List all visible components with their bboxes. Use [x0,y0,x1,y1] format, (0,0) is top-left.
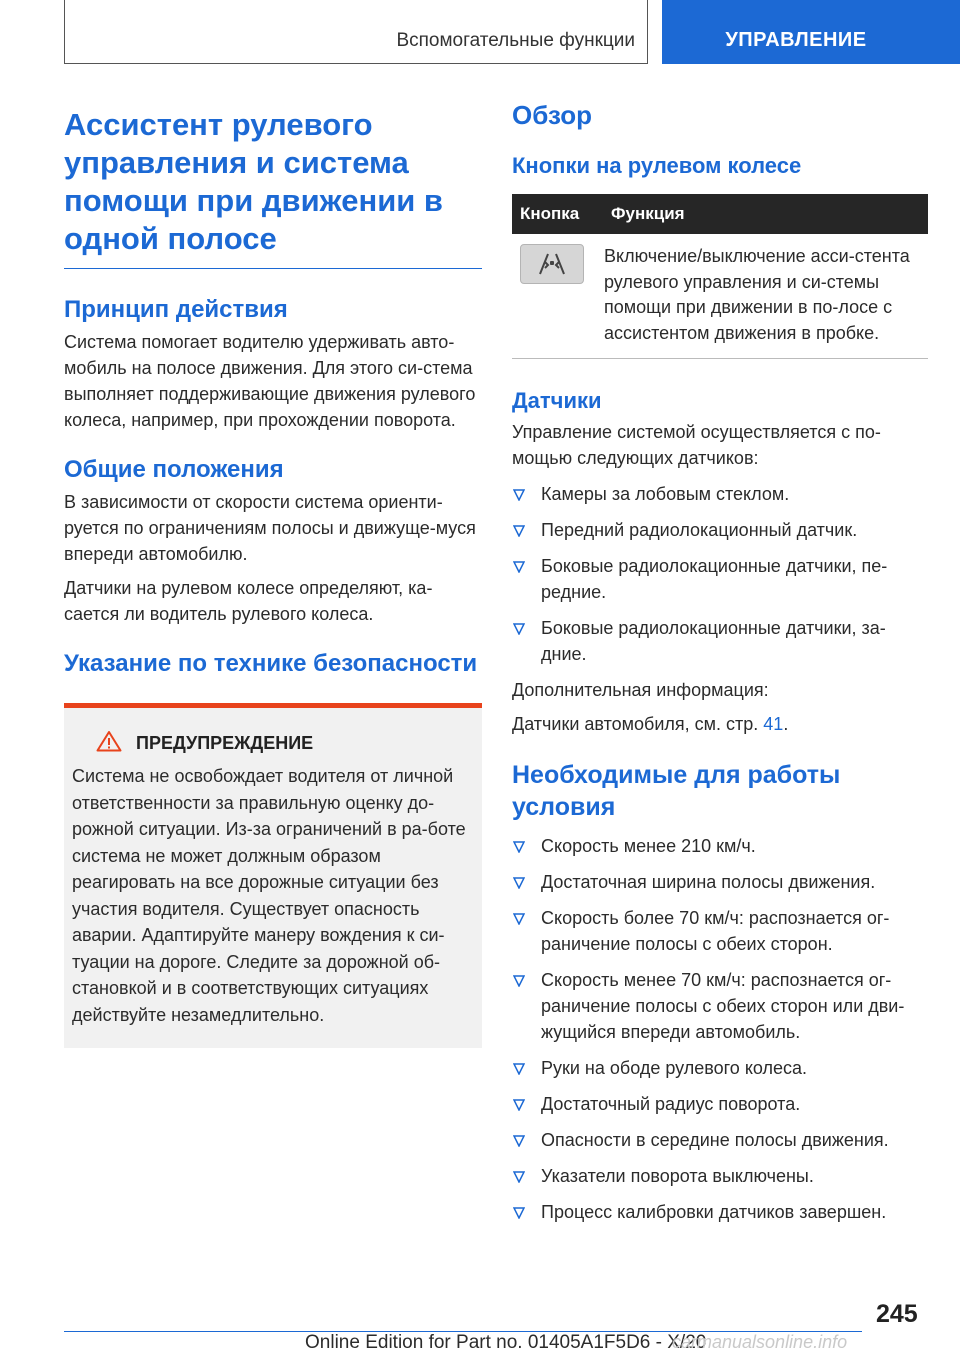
footer-watermark: carmanualsonline.info [672,1332,848,1352]
list-item: Камеры за лобовым стеклом. [512,481,928,507]
list-item: Достаточный радиус поворота. [512,1091,928,1117]
list-item: Скорость менее 70 км/ч: распознается ог-раничение полосы с обеих сторон или дви-жущийся впереди автомобиль. [512,967,928,1045]
table-header-function: Функция [603,194,928,234]
triangle-bullet-icon [513,1099,525,1111]
safety-heading: Указание по технике безопасности [64,650,478,677]
conditions-list [512,833,928,1225]
list-item: Боковые радиолокационные датчики, пе-редние. [512,553,928,605]
list-item: Опасности в середине полосы движения. [512,1127,928,1153]
triangle-bullet-icon [513,561,525,573]
list-item: Достаточная ширина полосы движения. [512,869,928,895]
table-row [512,234,928,359]
right-column [512,100,928,1225]
page-number: 245 [876,1300,918,1328]
list-item: Указатели поворота выключены. [512,1163,928,1189]
conditions-heading: Необходимые для работы условия [512,761,841,821]
left-column [64,106,482,1048]
triangle-bullet-icon [513,1207,525,1219]
triangle-bullet-icon [513,1171,525,1183]
triangle-bullet-icon [513,913,525,925]
overview-heading: Обзор [512,100,592,130]
lane-assist-button-icon [520,244,584,284]
sensors-reference-text: Датчики автомобиля, см. стр. [512,714,759,734]
header-chapter-title: УПРАВЛЕНИЕ [725,29,867,51]
warning-text: Система не освобождает водителя от личной ответственности за правильную оценку до-рожной ситуации. Из-за ограничений в ра-боте система не может должным образом реагировать на все дорожные ситуации без участия водителя. Существует опасность аварии. Адаптируйте манеру вождения к си-туации на дороге. Следите за дорожной об-становкой и в соответствующих ситуациях действуйте незамедлительно. [72,766,466,1025]
triangle-bullet-icon [513,623,525,635]
list-item: Процесс калибровки датчиков завершен. [512,1199,928,1225]
table-header-row [512,194,928,234]
list-item: Скорость более 70 км/ч: распознается ог-раничение полосы с обеих сторон. [512,905,928,957]
list-item: Руки на ободе рулевого колеса. [512,1055,928,1081]
general-heading: Общие положения [64,456,284,483]
triangle-bullet-icon [513,489,525,501]
list-item: Скорость менее 210 км/ч. [512,833,928,859]
sensors-intro: Управление системой осуществляется с по-мощью следующих датчиков: [512,422,881,468]
buttons-heading: Кнопки на рулевом колесе [512,153,802,178]
buttons-table [512,194,928,359]
header-section-title: Вспомогательные функции [396,30,635,51]
principle-heading: Принцип действия [64,296,288,323]
triangle-bullet-icon [513,841,525,853]
more-info-label: Дополнительная информация: [512,680,769,700]
list-item: Передний радиолокационный датчик. [512,517,928,543]
warning-title: ПРЕДУПРЕЖДЕНИЕ [136,733,314,753]
sensors-reference: Датчики автомобиля, см. стр. 41. [512,714,789,734]
table-function-text: Включение/выключение асси-стента рулевого управления и си-стемы помощи при движении в по-лосе с ассистентом движения в пробке. [604,246,910,343]
warning-header [96,730,474,757]
header-chapter-tab [662,0,960,64]
table-header-button: Кнопка [512,194,603,234]
warning-triangle-icon [96,730,122,757]
page-title: Ассистент рулевого управления и система помощи при движении в одной полосе [64,106,482,269]
triangle-bullet-icon [513,1135,525,1147]
list-item: Боковые радиолокационные датчики, за-дние. [512,615,928,667]
triangle-bullet-icon [513,975,525,987]
general-text-2: Датчики на рулевом колесе определяют, ка-сается ли водитель рулевого колеса. [64,578,433,624]
triangle-bullet-icon [513,877,525,889]
table-cell-button [512,234,603,359]
sensors-list [512,481,928,667]
principle-text: Система помогает водителю удерживать авто-мобиль на полосе движения. Для этого си-стема выполняет поддерживающие движения рулевого колеса, например, при прохождении поворота. [64,332,476,430]
header-section-box [64,0,648,64]
table-cell-function [603,234,928,359]
footer-edition: Online Edition for Part no. 01405A1F5D6 - X/20 [305,1332,707,1353]
general-text-1: В зависимости от скорости система ориенти-руется по ограничениям полосы и движуще-муся впереди автомобилю. [64,492,476,564]
triangle-bullet-icon [513,1063,525,1075]
page-link[interactable]: 41 [763,714,784,734]
sensors-heading: Датчики [512,388,602,413]
warning-box [64,703,482,1048]
triangle-bullet-icon [513,525,525,537]
